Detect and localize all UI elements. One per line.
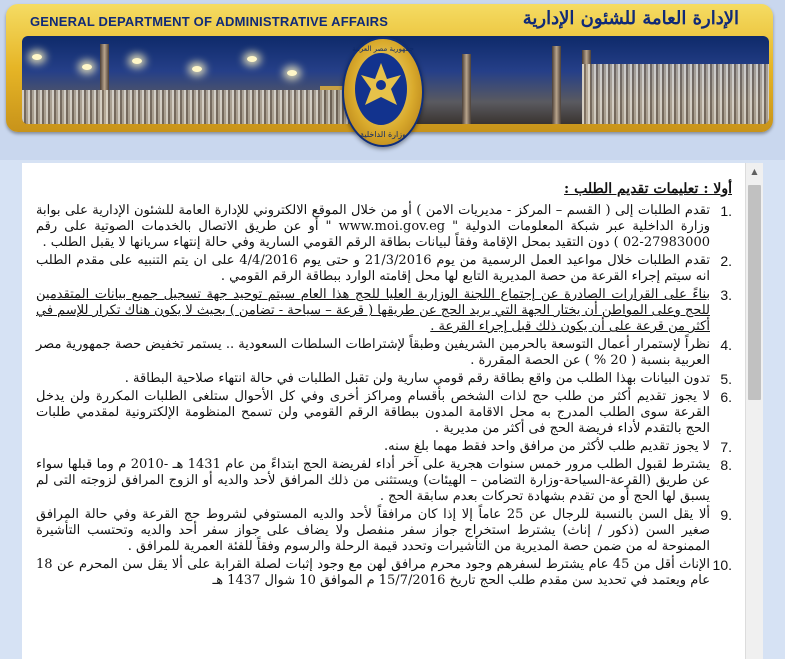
item-text: تدون البيانات بهذا الطلب من واقع بطاقة رقم قومي سارية ولن تقبل الطلبات في حالة انتهاء صلاحية البطاقة . [124, 371, 710, 386]
list-item [36, 287, 732, 335]
item-text: الإناث أقل من 45 عام يشترط لسفرهم وجود محرم مرافق لهن مع وجود إثبات لصلة القرابة على ألا يقل سن المحرم عن 18 عام ويعتمد في تحديد سن مقدم طلب الحج تاريخ 15/7/2016 م الموافق 10 شوال 1437 هـ [36, 557, 710, 588]
scroll-up-arrow-icon[interactable]: ▲ [751, 167, 758, 176]
list-item [36, 337, 732, 369]
header-title-en: GENERAL DEPARTMENT OF ADMINISTRATIVE AFFAIRS [30, 14, 389, 29]
item-text: لا يجوز تقديم طلب لأكثر من مرافق واحد فقط مهما بلغ سنه. [383, 439, 710, 454]
list-item [36, 253, 732, 285]
item-text: تقدم الطلبات إلى ( القسم – المركز - مديريات الامن ) أو من خلال الموقع الالكتروني للإدارة العامة للشئون الإدارية على بوابة وزارة الداخلية عبر شبكة المعلومات الدولية " www.moi.gov.eg " أو عن طريق الاتصال بالخدمات الصوتية على رقم 27983000-02 ) دون التقيد بمحل الإقامة وفقاً لبيانات بطاقة الرقم القومي السارية وفي حالة إنتهاء سريانها لا يقبل الطلب . [36, 203, 711, 250]
document-content [22, 163, 762, 659]
list-item [36, 457, 732, 505]
item-text: يشترط لقبول الطلب مرور خمس سنوات هجرية على آخر أداء لفريضة الحج ابتداءً من عام 1431 هـ -2010 م وما قبلها سواء عن طريق (القرعة-السياحة-وزارة التضامن – الهيئات) ويستثنى من ذلك المرافق لأحد والديه أو الزوج المرافق لزوجته التى لم يسبق لها الحج أو من تقدم بشهادة تحركات بعدم سابقة الحج . [36, 457, 710, 504]
item-text: بناءً على القرارات الصادرة عن إجتماع اللجنة الوزارية العليا للحج هذا العام سيتم توحيد جهة تسجيل جميع بيانات المتقدمين للحج وعلى المواطن أن يختار الجهة التي يريد الحج عن طريقها ( قرعة – سياحة - تضامن ) بحيث لا يكون هناك تكرار للإسم في أكثر من قرعة على أن يكون ذلك قبل إجراء القرعة . [36, 287, 710, 334]
header-title-ar: الإدارة العامة للشئون الإدارية [522, 8, 739, 29]
item-text: لا يجوز تقديم أكثر من طلب حج لذات الشخص بأقسام ومراكز أخرى وفي كل الأحوال ستلغى الطلبات المكررة ولن يدخل القرعة سوى الطلب المدرج به محل الاقامة المدون ببطاقة الرقم القومي ولن تسمح المنظومة الإلكترونية لمقدمي طلبات الحج بالتقدم لأداء فريضة الحج فى أكثر من مديرية . [36, 389, 710, 436]
list-item [36, 507, 732, 555]
list-item [36, 203, 732, 251]
item-number: 4. [720, 337, 732, 353]
item-number: 8. [720, 457, 732, 473]
list-item [36, 371, 732, 387]
item-number: 1. [720, 203, 732, 219]
list-item [36, 439, 732, 455]
instructions-document [36, 181, 732, 591]
section-heading: أولا : تعليمات تقديم الطلب : [564, 181, 732, 197]
item-number: 9. [720, 507, 732, 523]
scrollbar-thumb[interactable] [748, 185, 761, 400]
list-item [36, 557, 732, 589]
vertical-scrollbar[interactable] [745, 163, 763, 659]
item-number: 6. [720, 389, 732, 405]
emblem-top-text: جمهورية مصر العربية [352, 45, 414, 53]
list-item [36, 389, 732, 437]
site-header [0, 0, 785, 160]
item-number: 7. [720, 439, 732, 455]
item-number: 10. [712, 557, 732, 573]
item-text: ألا يقل السن بالنسبة للرجال عن 25 عاماً إلا إذا كان مرافقاً لأحد والديه المستوفي لشروط حج القرعة وفي حالة المرافق صغير السن (ذكور / إناث) يشترط استخراج جواز سفر منفصل ولا يضاف على جواز سفر أحد والديه وتحتسب التأشيرة الممنوحة له من ضمن حصة المديرية من التأشيرات وتحدد قيمة الرحلة والرسوم وفقاً للفئة العمرية للمرافق . [36, 507, 710, 554]
item-text: تقدم الطلبات خلال مواعيد العمل الرسمية من يوم 21/3/2016 و حتى يوم 4/4/2016 على ان يتم التنبيه على مقدم الطلب انه سيتم إجراء القرعة من حصة المديرية التابع لها محل إقامته الوارد ببطاقة الرقم القومي . [36, 253, 710, 284]
item-text: نظراً لإستمرار أعمال التوسعة بالحرمين الشريفين وطبقاً لإشتراطات السلطات السعودية .. يستمر تخفيض حصة جمهورية مصر العربية بنسبة ( 20 % ) عن الحصة المقررة . [36, 337, 710, 368]
eagle-icon [355, 53, 407, 125]
ministry-emblem [342, 37, 424, 147]
emblem-bottom-text: وزارة الداخلية [360, 130, 406, 139]
item-number: 2. [720, 253, 732, 269]
item-number: 5. [720, 371, 732, 387]
item-number: 3. [720, 287, 732, 303]
